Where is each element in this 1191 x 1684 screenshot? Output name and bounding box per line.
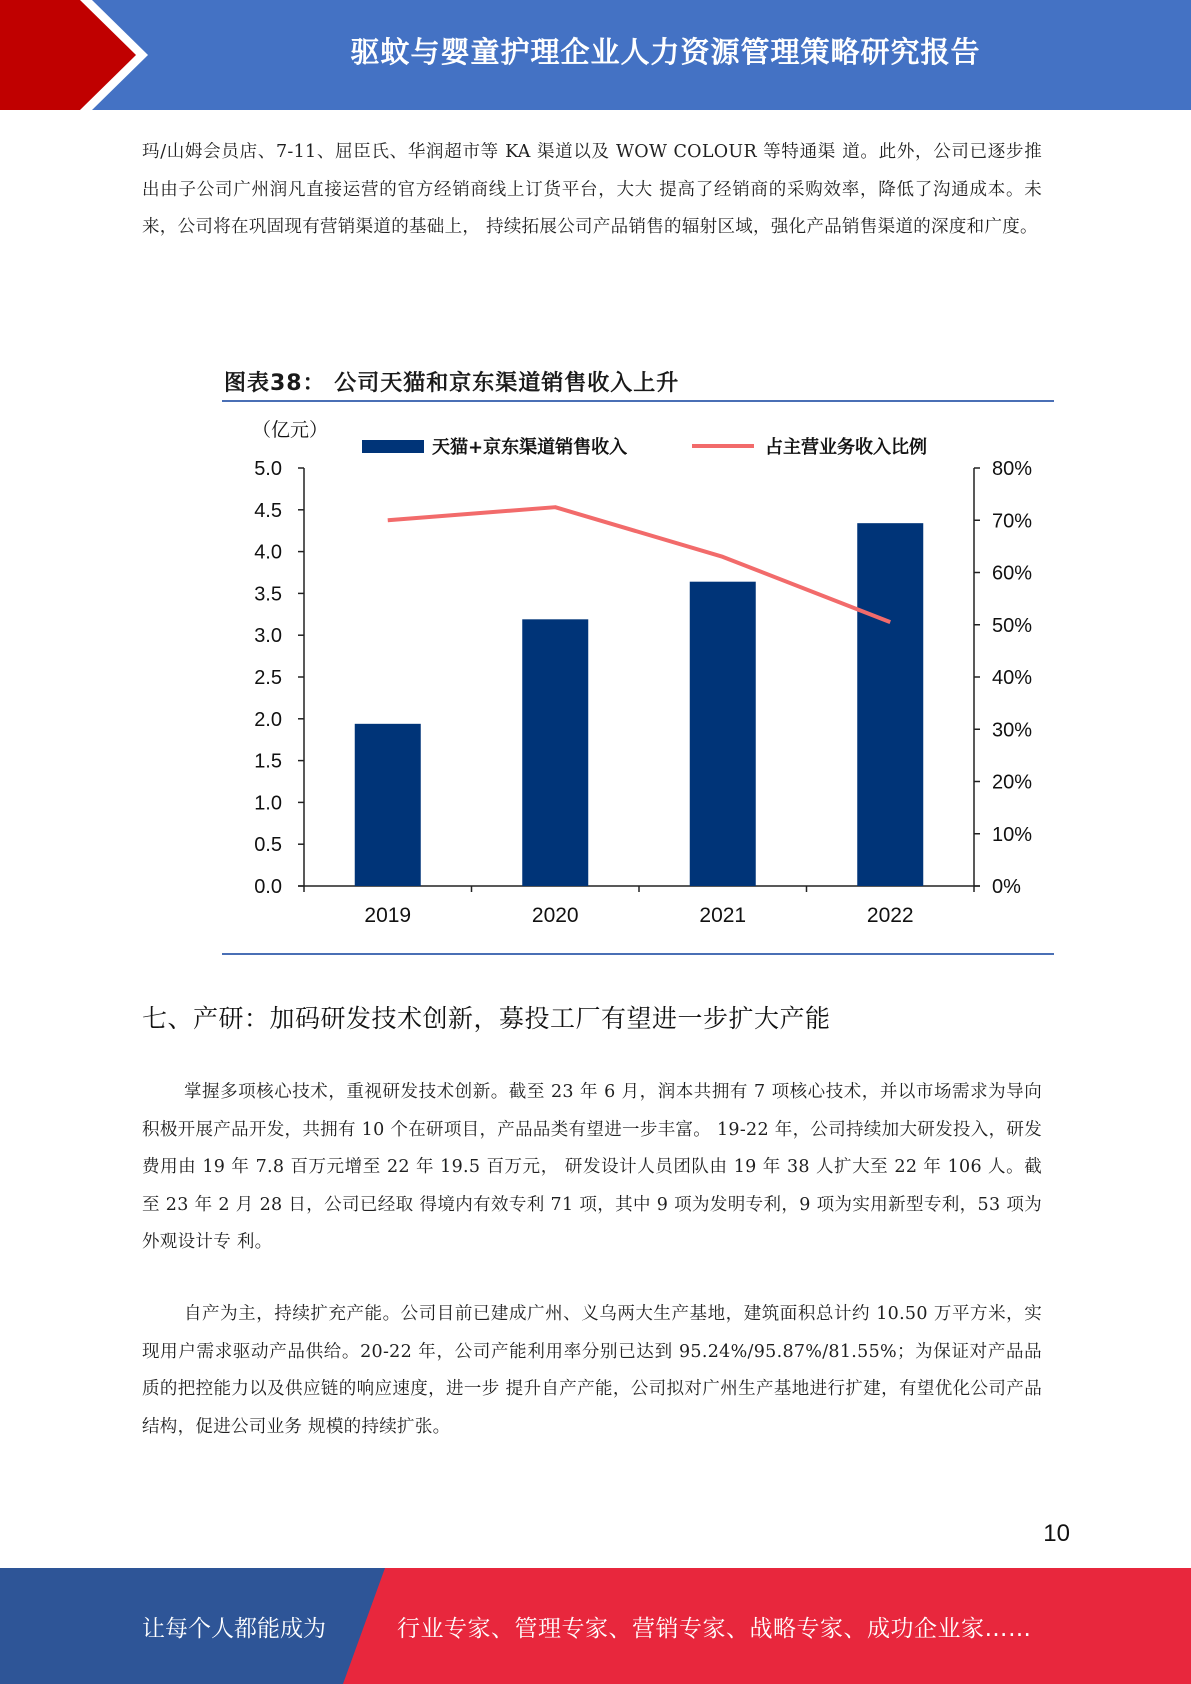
bar-2020: [522, 619, 588, 886]
right-y-tick-label: 10%: [992, 823, 1033, 846]
section-paragraph-2: 自产为主，持续扩充产能。公司目前已建成广州、义乌两大生产基地，建筑面积总计约 10.50 万平方米，实现用户需求驱动产品供给。20-22 年，公司产能利用率分别已达到 95.24%/95.87%/81.55%；为保证对产品品质的把控能力以及供应链的响应速度，进一步 提升自产产能，公司拟对广州生产基地进行扩建，有望优化公司产品结构，促进公司业务 规模的持续扩张。: [142, 1304, 1042, 1437]
figure-title: 图表38： 公司天猫和京东渠道销售收入上升: [224, 371, 680, 396]
footer-slogan: 让每个人都能成为: [142, 1615, 326, 1642]
figure-bottom-rule: [222, 953, 1054, 955]
left-y-tick-label: 4.5: [254, 499, 282, 522]
figure-top-rule: [222, 400, 1054, 402]
bar-2019: [355, 724, 421, 886]
legend-line-label: 占主营业务收入比例: [765, 437, 927, 458]
bar-2022: [857, 523, 923, 886]
left-y-tick-label: 1.0: [254, 792, 282, 815]
left-y-tick-label: 3.5: [254, 583, 282, 606]
legend-bar-label: 天猫+京东渠道销售收入: [432, 437, 628, 458]
page-number: 10: [1043, 1520, 1070, 1547]
right-y-tick-label: 20%: [992, 771, 1033, 794]
right-y-tick-label: 80%: [992, 458, 1033, 480]
left-y-tick-label: 0.5: [254, 834, 282, 857]
section-paragraph-1: 掌握多项核心技术，重视研发技术创新。截至 23 年 6 月，润本共拥有 7 项核心技术，并以市场需求为导向积极开展产品开发，共拥有 10 个在研项目，产品品类有望进一步丰富。 19-22 年，公司持续加大研发投入，研发费用由 19 年 7.8 百万元增至 22 年 19.5 百万元， 研发设计人员团队由 19 年 38 人扩大至 22 年 106 人。截至 23 年 2 月 28 日，公司已经取 得境内有效专利 71 项，其中 9 项为发明专利，9 项为实用新型专利，53 项为外观设计专 利。: [142, 1082, 1042, 1252]
right-y-tick-label: 50%: [992, 614, 1033, 637]
left-y-tick-label: 3.0: [254, 625, 282, 648]
right-y-tick-label: 60%: [992, 562, 1033, 585]
right-y-tick-label: 70%: [992, 510, 1033, 533]
header-band: [0, 0, 1191, 110]
left-y-tick-label: 2.5: [254, 667, 282, 689]
revenue-chart: [222, 406, 1054, 946]
bar-2021: [690, 582, 756, 886]
right-y-tick-label: 0%: [992, 876, 1021, 898]
header-chevron-icon: [0, 0, 160, 110]
footer-roles: 行业专家、管理专家、营销专家、战略专家、成功企业家……: [397, 1615, 1032, 1642]
right-y-tick-label: 40%: [992, 667, 1033, 689]
left-axis-unit: （亿元）: [252, 420, 329, 441]
section-heading: 七、产研：加码研发技术创新，募投工厂有望进一步扩大产能: [142, 1004, 831, 1033]
ratio-line: [388, 507, 891, 622]
report-title: 驱蚊与婴童护理企业人力资源管理策略研究报告: [350, 34, 981, 69]
legend-bar-swatch: [362, 440, 424, 453]
footer-band: [0, 1568, 1191, 1684]
intro-paragraph: 玛/山姆会员店、7-11、屈臣氏、华润超市等 KA 渠道以及 WOW COLOUR 等特通渠 道。此外，公司已逐步推出由子公司广州润凡直接运营的官方经销商线上订货平台，大大 提高了经销商的采购效率，降低了沟通成本。未来，公司将在巩固现有营销渠道的基础上， 持续拓展公司产品销售的辐射区域，强化产品销售渠道的深度和广度。: [142, 142, 1042, 237]
x-tick-label: 2021: [699, 904, 747, 927]
x-tick-label: 2020: [531, 904, 579, 927]
left-y-tick-label: 0.0: [254, 876, 282, 898]
left-y-tick-label: 4.0: [254, 541, 282, 564]
right-y-tick-label: 30%: [992, 719, 1033, 742]
x-tick-label: 2022: [866, 904, 914, 927]
x-tick-label: 2019: [364, 904, 412, 927]
left-y-tick-label: 1.5: [254, 750, 282, 773]
left-y-tick-label: 5.0: [254, 458, 282, 480]
left-y-tick-label: 2.0: [254, 708, 282, 731]
